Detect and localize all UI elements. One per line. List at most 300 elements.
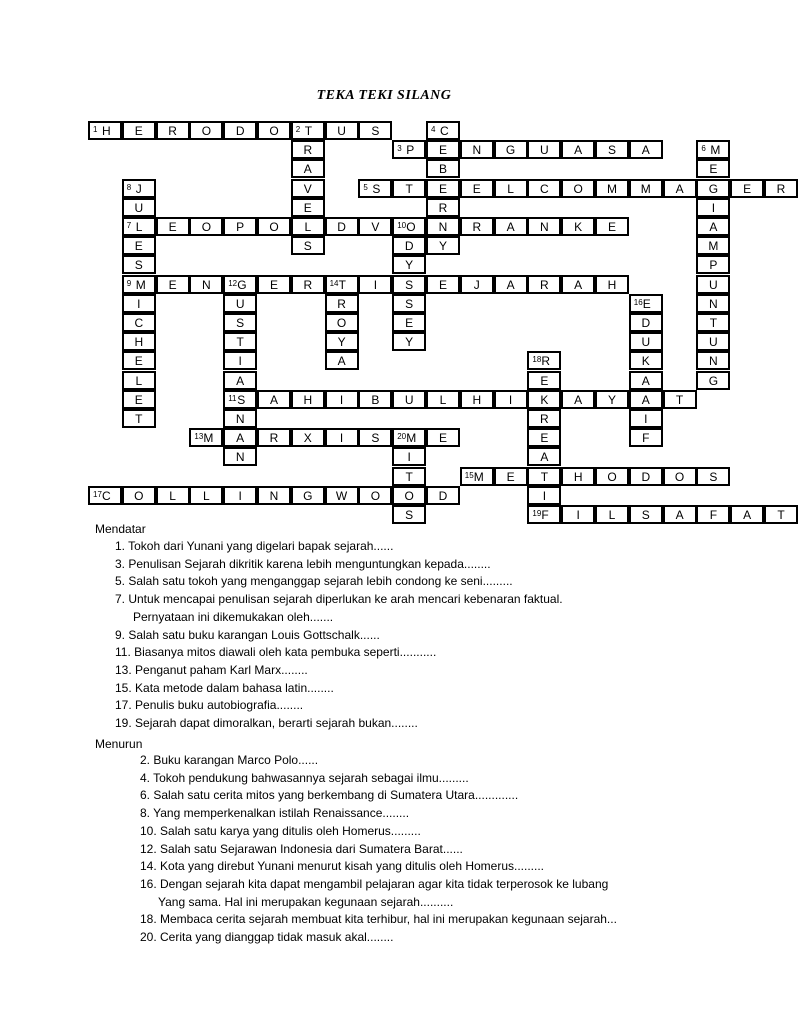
crossword-cell[interactable] (561, 140, 595, 159)
crossword-cell[interactable] (561, 179, 595, 198)
cell-letter: S (303, 239, 312, 254)
cell-letter: O (573, 181, 583, 196)
crossword-cell[interactable] (527, 447, 561, 466)
crossword-cell[interactable] (426, 198, 460, 217)
crossword-cell[interactable] (358, 486, 392, 505)
cell-letter: M (708, 239, 719, 254)
crossword-cell[interactable] (223, 351, 257, 370)
cell-letter: Y (438, 239, 447, 254)
crossword-cell[interactable] (561, 390, 595, 409)
clue-number: 12 (228, 278, 238, 288)
crossword-cell[interactable] (561, 467, 595, 486)
crossword-cell[interactable] (122, 198, 156, 217)
crossword-cell[interactable] (494, 217, 528, 236)
crossword-cell[interactable] (527, 428, 561, 447)
cell-letter: A (709, 220, 718, 234)
menurun-clue: 4. Tokoh pendukung bahwasannya sejarah sebagai ilmu......... (140, 770, 469, 785)
crossword-cell[interactable] (460, 140, 494, 159)
crossword-cell[interactable] (527, 217, 561, 236)
crossword-cell[interactable] (696, 371, 730, 390)
cell-letter: H (472, 392, 482, 407)
cell-letter: S (405, 277, 414, 292)
cell-letter: Y (607, 392, 616, 407)
crossword-cell[interactable] (189, 428, 223, 447)
crossword-cell[interactable] (291, 179, 325, 198)
crossword-cell[interactable] (696, 255, 730, 274)
crossword-cell[interactable] (730, 179, 764, 198)
crossword-cell[interactable] (223, 313, 257, 332)
cell-letter: A (506, 220, 515, 234)
crossword-cell[interactable] (595, 179, 629, 198)
crossword-cell[interactable] (426, 236, 460, 255)
crossword-cell[interactable] (629, 428, 663, 447)
crossword-cell[interactable] (223, 371, 257, 390)
crossword-cell[interactable] (426, 428, 460, 447)
cell-letter: E (269, 277, 278, 292)
cell-letter: S (607, 143, 616, 158)
crossword-cell[interactable] (527, 390, 561, 409)
crossword-cell[interactable] (223, 409, 257, 428)
crossword-cell[interactable] (122, 275, 156, 294)
crossword-cell[interactable] (629, 294, 663, 313)
crossword-cell[interactable] (527, 179, 561, 198)
cell-letter: I (238, 488, 242, 503)
crossword-cell[interactable] (527, 371, 561, 390)
clue-number: 2 (295, 125, 301, 134)
crossword-cell[interactable] (122, 179, 156, 198)
crossword-cell[interactable] (392, 236, 426, 255)
crossword-cell[interactable] (223, 294, 257, 313)
cell-letter: U (235, 296, 245, 311)
crossword-cell[interactable] (122, 121, 156, 140)
crossword-cell[interactable] (223, 217, 257, 236)
clue-number: 17 (93, 489, 102, 499)
clue-number: 18 (532, 355, 542, 365)
crossword-cell[interactable] (122, 294, 156, 313)
crossword-cell[interactable] (392, 428, 426, 447)
cell-letter: D (404, 239, 414, 254)
cell-letter: E (168, 277, 177, 292)
crossword-cell[interactable] (392, 255, 426, 274)
crossword-cell[interactable] (189, 275, 223, 294)
clue-number: 19 (532, 509, 542, 518)
cell-letter: E (405, 316, 414, 330)
crossword-cell[interactable] (730, 505, 764, 524)
cell-letter: A (506, 277, 515, 292)
crossword-cell[interactable] (764, 505, 798, 524)
cell-letter: M (640, 181, 651, 196)
cell-letter: S (709, 469, 718, 484)
crossword-cell[interactable] (696, 217, 730, 236)
menurun-clue: 18. Membaca cerita sejarah membuat kita terhibur, hal ini merupakan kegunaan sejarah... (140, 912, 617, 927)
cell-letter: T (709, 316, 718, 330)
cell-letter: Y (337, 335, 346, 350)
crossword-cell[interactable] (595, 140, 629, 159)
crossword-cell[interactable] (629, 409, 663, 428)
cell-letter: M (473, 469, 484, 484)
cell-letter: L (304, 220, 312, 234)
crossword-cell[interactable] (460, 467, 494, 486)
crossword-cell[interactable] (358, 428, 392, 447)
crossword-cell[interactable] (88, 486, 122, 505)
crossword-cell[interactable] (392, 467, 426, 486)
crossword-cell[interactable] (358, 179, 392, 198)
cell-letter: C (134, 316, 144, 330)
cell-letter: O (201, 124, 212, 138)
mendatar-clue: 7. Untuk mencapai penulisan sejarah diperlukan ke arah mencari kebenaran faktual. (115, 592, 563, 607)
cell-letter: U (641, 335, 651, 350)
crossword-cell[interactable] (122, 486, 156, 505)
crossword-cell[interactable] (122, 236, 156, 255)
crossword-cell[interactable] (257, 275, 291, 294)
cell-letter: V (371, 220, 380, 234)
crossword-cell[interactable] (663, 505, 697, 524)
crossword-cell[interactable] (358, 217, 392, 236)
page-title: TEKA TEKI SILANG (316, 88, 452, 103)
crossword-cell[interactable] (392, 332, 426, 351)
crossword-cell[interactable] (291, 236, 325, 255)
cell-letter: G (505, 143, 516, 158)
crossword-cell[interactable] (494, 275, 528, 294)
crossword-cell[interactable] (527, 409, 561, 428)
crossword-cell[interactable] (561, 217, 595, 236)
crossword-cell[interactable] (156, 275, 190, 294)
crossword-cell[interactable] (291, 390, 325, 409)
crossword-cell[interactable] (629, 351, 663, 370)
cell-letter: N (540, 220, 549, 234)
crossword-cell[interactable] (325, 390, 359, 409)
cell-letter: D (235, 124, 245, 138)
crossword-cell[interactable] (392, 275, 426, 294)
crossword-cell[interactable] (257, 121, 291, 140)
crossword-cell[interactable] (527, 505, 561, 524)
menurun-clue: 10. Salah satu karya yang ditulis oleh Homerus......... (140, 823, 421, 838)
crossword-cell[interactable] (595, 275, 629, 294)
crossword-cell[interactable] (663, 390, 697, 409)
clue-number: 9 (126, 278, 132, 288)
crossword-cell[interactable] (122, 255, 156, 274)
cell-letter: L (169, 488, 176, 503)
crossword-cell[interactable] (426, 179, 460, 198)
clue-number: 13 (194, 432, 204, 442)
crossword-cell[interactable] (325, 332, 359, 351)
cell-letter: E (134, 239, 143, 254)
cell-letter: O (607, 469, 617, 484)
crossword-cell[interactable] (291, 275, 325, 294)
clue-number: 3 (397, 144, 402, 154)
crossword-cell[interactable] (426, 159, 460, 178)
crossword-cell[interactable] (629, 371, 663, 390)
crossword-cell[interactable] (629, 313, 663, 332)
cell-letter: P (709, 258, 718, 273)
cell-letter: R (438, 200, 448, 215)
cell-letter: X (303, 431, 312, 446)
crossword-cell[interactable] (122, 313, 156, 332)
crossword-cell[interactable] (696, 159, 730, 178)
crossword-cell[interactable] (325, 313, 359, 332)
crossword-cell[interactable] (392, 447, 426, 466)
crossword-cell[interactable] (696, 198, 730, 217)
cell-letter: I (137, 296, 141, 311)
crossword-cell[interactable] (696, 313, 730, 332)
crossword-cell[interactable] (696, 332, 730, 351)
cell-letter: A (743, 508, 752, 522)
clue-number: 8 (126, 182, 132, 192)
cell-letter: F (541, 508, 549, 522)
crossword-cell[interactable] (696, 179, 730, 198)
cell-letter: E (438, 181, 447, 196)
crossword-cell[interactable] (156, 217, 190, 236)
cell-letter: H (134, 335, 144, 350)
crossword-cell[interactable] (325, 428, 359, 447)
menurun-clue: Yang sama. Hal ini merupakan kegunaan sejarah.......... (158, 894, 454, 909)
cell-letter: G (708, 373, 719, 388)
crossword-cell[interactable] (494, 140, 528, 159)
crossword-cell[interactable] (223, 275, 257, 294)
cell-letter: T (304, 124, 313, 138)
crossword-cell[interactable] (460, 179, 494, 198)
crossword-cell[interactable] (696, 294, 730, 313)
cell-letter: U (709, 277, 718, 292)
crossword-cell[interactable] (156, 121, 190, 140)
cell-letter: O (269, 220, 279, 234)
crossword-cell[interactable] (223, 447, 257, 466)
cell-letter: D (337, 220, 346, 234)
menurun-clue: 2. Buku karangan Marco Polo...... (140, 753, 319, 767)
crossword-cell[interactable] (291, 198, 325, 217)
crossword-cell[interactable] (527, 140, 561, 159)
cell-letter: M (203, 431, 214, 446)
cell-letter: E (438, 277, 447, 292)
cell-letter: I (373, 277, 378, 292)
cell-letter: N (438, 220, 448, 234)
crossword-cell[interactable] (257, 486, 291, 505)
crossword-cell[interactable] (426, 121, 460, 140)
crossword-cell[interactable] (527, 351, 561, 370)
cell-letter: T (540, 469, 549, 484)
cell-letter: S (371, 431, 380, 446)
crossword-cell[interactable] (189, 486, 223, 505)
crossword-cell[interactable] (527, 486, 561, 505)
cell-letter: S (641, 508, 650, 522)
cell-letter: T (236, 335, 244, 350)
crossword-cell[interactable] (291, 121, 325, 140)
crossword-cell[interactable] (392, 505, 426, 524)
crossword-cell[interactable] (223, 428, 257, 447)
crossword-cell[interactable] (189, 217, 223, 236)
menurun-heading: Menurun (95, 737, 143, 751)
cell-letter: E (134, 124, 143, 138)
cell-letter: Y (405, 258, 414, 273)
crossword-cell[interactable] (223, 332, 257, 351)
crossword-cell[interactable] (527, 275, 561, 294)
crossword-cell[interactable] (527, 467, 561, 486)
crossword-cell[interactable] (392, 294, 426, 313)
crossword-cell[interactable] (392, 390, 426, 409)
crossword-cell[interactable] (629, 332, 663, 351)
cell-letter: T (135, 412, 143, 426)
crossword-cell[interactable] (696, 275, 730, 294)
cell-letter: N (709, 354, 718, 369)
crossword-cell[interactable] (392, 140, 426, 159)
cell-letter: E (540, 373, 549, 388)
crossword-cell[interactable] (156, 486, 190, 505)
crossword-cell[interactable] (494, 467, 528, 486)
crossword-cell[interactable] (764, 179, 798, 198)
crossword-cell[interactable] (325, 275, 359, 294)
cell-letter: J (473, 277, 480, 292)
crossword-cell[interactable] (663, 179, 697, 198)
crossword-cell[interactable] (291, 217, 325, 236)
cell-letter: A (236, 431, 245, 446)
crossword-cell[interactable] (358, 390, 392, 409)
cell-letter: T (338, 277, 346, 292)
crossword-cell[interactable] (223, 121, 257, 140)
crossword-cell[interactable] (629, 140, 663, 159)
crossword-cell[interactable] (561, 275, 595, 294)
cell-letter: H (102, 124, 111, 138)
cell-letter: D (641, 316, 651, 330)
crossword-cell[interactable] (392, 313, 426, 332)
cell-letter: E (472, 181, 481, 196)
cell-letter: U (540, 143, 549, 158)
crossword-cell[interactable] (122, 390, 156, 409)
cell-letter: I (711, 200, 716, 215)
crossword-cell[interactable] (88, 121, 122, 140)
crossword-cell[interactable] (629, 505, 663, 524)
crossword-cell[interactable] (595, 505, 629, 524)
cell-letter: S (371, 124, 380, 138)
crossword-cell[interactable] (629, 179, 663, 198)
menurun-clue: 20. Cerita yang dianggap tidak masuk akal........ (140, 930, 394, 944)
mendatar-clue: 17. Penulis buku autobiografia........ (115, 698, 304, 713)
cell-letter: I (542, 488, 547, 503)
menurun-clue: 12. Salah satu Sejarawan Indonesia dari Sumatera Barat...... (140, 841, 463, 856)
crossword-cell[interactable] (257, 390, 291, 409)
crossword-cell[interactable] (460, 275, 494, 294)
cell-letter: E (134, 392, 143, 407)
crossword-cell[interactable] (325, 486, 359, 505)
cell-letter: R (303, 277, 313, 292)
cell-letter: C (102, 488, 111, 503)
crossword-cell[interactable] (696, 140, 730, 159)
crossword-cell[interactable] (460, 390, 494, 409)
crossword-cell[interactable] (426, 486, 460, 505)
crossword-cell[interactable] (629, 467, 663, 486)
crossword-cell[interactable] (392, 217, 426, 236)
cell-letter: E (642, 296, 651, 311)
crossword-cell[interactable] (696, 467, 730, 486)
crossword-cell[interactable] (663, 467, 697, 486)
cell-letter: L (135, 220, 143, 234)
crossword-cell[interactable] (291, 428, 325, 447)
cell-letter: N (202, 277, 211, 292)
crossword-cell[interactable] (223, 390, 257, 409)
crossword-cell[interactable] (494, 179, 528, 198)
cell-letter: P (236, 220, 245, 234)
cell-letter: I (407, 450, 411, 465)
cell-letter: G (237, 277, 247, 292)
crossword-cell[interactable] (696, 236, 730, 255)
crossword-cell[interactable] (696, 505, 730, 524)
cell-letter: L (439, 392, 447, 407)
crossword-cell[interactable] (460, 217, 494, 236)
crossword-cell[interactable] (189, 121, 223, 140)
crossword-cell[interactable] (426, 390, 460, 409)
cell-letter: E (134, 354, 143, 369)
cell-letter: E (709, 162, 718, 177)
cell-letter: E (438, 431, 447, 446)
cell-letter: I (576, 508, 580, 522)
cell-letter: Y (405, 335, 414, 350)
cell-letter: A (641, 143, 650, 158)
crossword-cell[interactable] (392, 486, 426, 505)
cell-letter: K (540, 392, 549, 407)
cell-letter: R (303, 143, 313, 158)
crossword-cell[interactable] (392, 179, 426, 198)
crossword-cell[interactable] (122, 217, 156, 236)
cell-letter: U (709, 335, 718, 350)
cell-letter: S (372, 181, 381, 196)
cell-letter: S (236, 316, 245, 330)
mendatar-clue: 11. Biasanya mitos diawali oleh kata pembuka seperti........... (115, 645, 437, 660)
crossword-cell[interactable] (426, 217, 460, 236)
cell-letter: U (134, 200, 144, 215)
crossword-cell[interactable] (122, 332, 156, 351)
crossword-cell[interactable] (426, 140, 460, 159)
crossword-cell[interactable] (426, 275, 460, 294)
crossword-cell[interactable] (122, 409, 156, 428)
cell-letter: I (238, 354, 242, 369)
cell-letter: R (776, 181, 786, 196)
crossword-cell[interactable] (257, 428, 291, 447)
crossword-cell[interactable] (257, 217, 291, 236)
crossword-cell[interactable] (595, 390, 629, 409)
crossword-cell[interactable] (291, 159, 325, 178)
cell-letter: H (303, 392, 313, 407)
crossword-cell[interactable] (494, 390, 528, 409)
crossword-cell[interactable] (122, 351, 156, 370)
crossword-cell[interactable] (291, 486, 325, 505)
cell-letter: M (710, 143, 721, 158)
clue-number: 7 (126, 221, 132, 230)
crossword-cell[interactable] (595, 217, 629, 236)
crossword-cell[interactable] (122, 371, 156, 390)
cell-letter: O (134, 488, 144, 503)
cell-letter: I (644, 412, 648, 426)
crossword-cell[interactable] (325, 351, 359, 370)
crossword-cell[interactable] (358, 275, 392, 294)
crossword-cell[interactable] (325, 121, 359, 140)
crossword-cell[interactable] (595, 467, 629, 486)
crossword-cell[interactable] (696, 351, 730, 370)
crossword-cell[interactable] (325, 294, 359, 313)
crossword-cell[interactable] (325, 217, 359, 236)
crossword-cell[interactable] (629, 390, 663, 409)
crossword-cell[interactable] (291, 140, 325, 159)
crossword-cell[interactable] (561, 505, 595, 524)
cell-letter: B (438, 162, 447, 177)
crossword-cell[interactable] (358, 121, 392, 140)
cell-letter: T (405, 469, 413, 484)
cell-letter: A (303, 162, 312, 177)
cell-letter: O (404, 488, 414, 503)
cell-letter: O (269, 124, 279, 138)
cell-letter: H (573, 469, 583, 484)
cell-letter: N (709, 296, 718, 311)
menurun-clue: 16. Dengan sejarah kita dapat mengambil pelajaran agar kita tidak terperosok ke lubang (140, 876, 609, 891)
crossword-cell[interactable] (223, 486, 257, 505)
